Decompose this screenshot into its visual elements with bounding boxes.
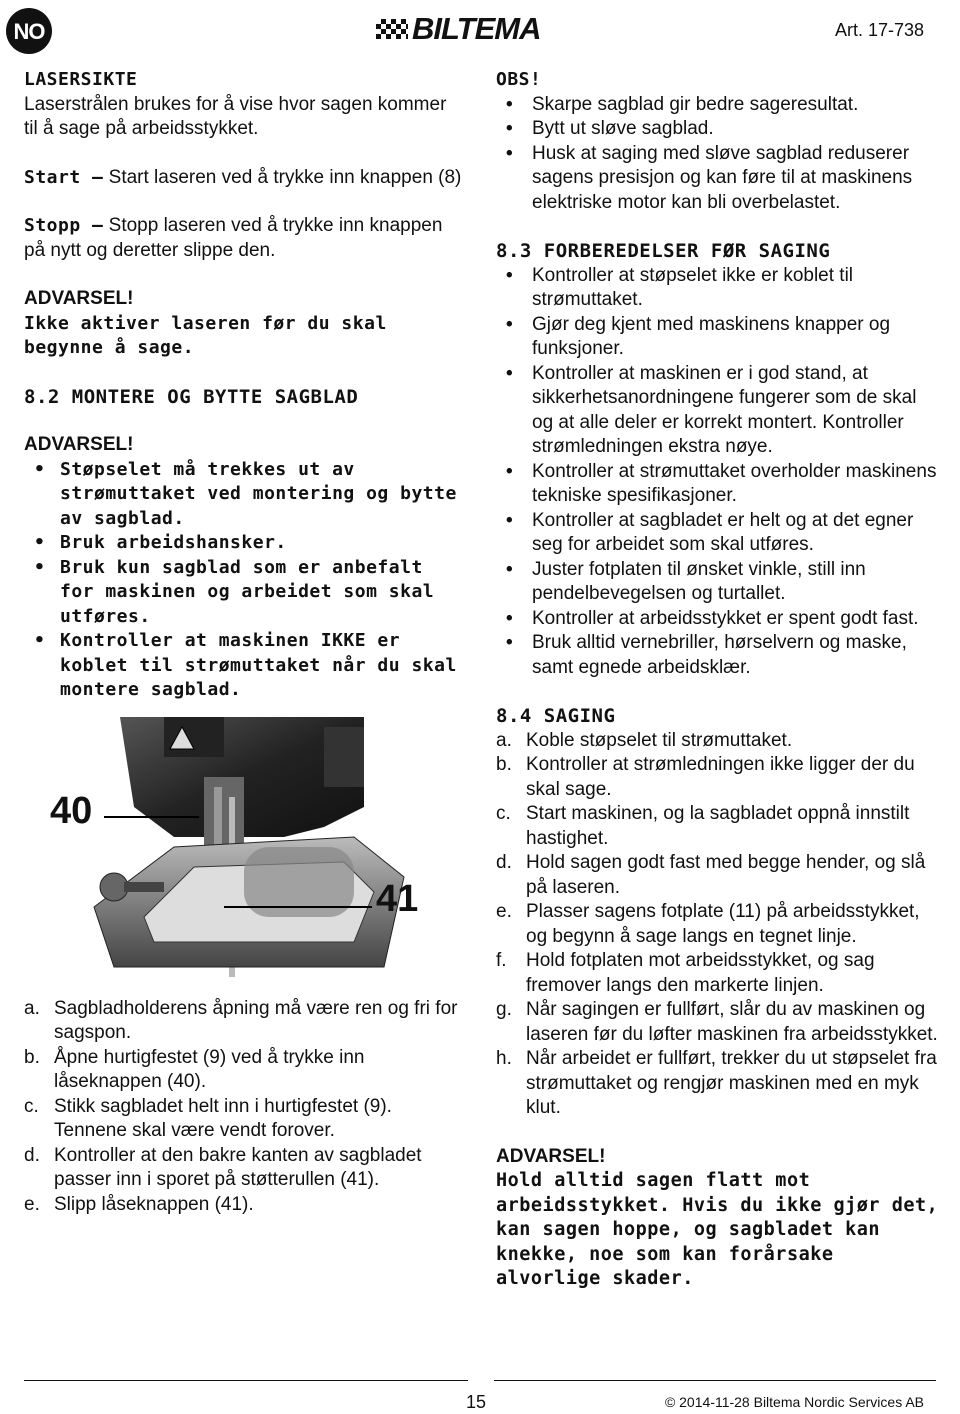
warning-title: ADVARSEL! xyxy=(496,1145,606,1167)
list-item xyxy=(496,753,941,802)
obs-list xyxy=(496,93,941,216)
logo-text: BILTEMA xyxy=(412,11,541,46)
language-badge xyxy=(6,8,52,54)
checkered-flag-icon xyxy=(376,19,408,39)
step-marker: f. xyxy=(496,950,507,971)
mounting-steps xyxy=(24,997,464,1218)
warning-text: Hold alltid sagen flatt mot arbeidsstykket. Hvis du ikke gjør det, kan sagen hoppe, og sagbladet kan knekke, noe som kan forårsake alvorlige skader. xyxy=(496,1170,939,1289)
right-column xyxy=(496,68,941,1292)
step-text: Når sagingen er fullført, slår du av maskinen og laseren før du løfter maskinen fra arbeidsstykket. xyxy=(526,999,938,1045)
stop-paragraph xyxy=(24,214,464,263)
stop-text: Stopp laseren ved å trykke inn knappen på nytt og deretter slippe den. xyxy=(24,215,443,261)
laser-title: LASERSIKTE xyxy=(24,69,138,90)
start-paragraph xyxy=(24,166,464,191)
step-text: Når arbeidet er fullført, trekker du ut støpselet fra strømuttaket og rengjør maskinen med en myk klut. xyxy=(526,1048,937,1118)
step-marker: c. xyxy=(496,803,511,824)
list-item: • Bruk arbeidshansker. xyxy=(24,531,464,556)
list-item xyxy=(24,1095,464,1144)
warning-title: ADVARSEL! xyxy=(24,434,134,455)
step-text: Kontroller at strømledningen ikke ligger der du skal sage. xyxy=(526,754,915,800)
step-text: Åpne hurtigfestet (9) ved å trykke inn låseknappen (40). xyxy=(54,1046,365,1092)
warning-title: ADVARSEL! xyxy=(24,288,134,309)
list-item: • Bruk kun sagblad som er anbefalt for maskinen og arbeidet som skal utføres. xyxy=(24,556,464,630)
list-item: • Kontroller at støpselet ikke er koblet til strømuttaket. xyxy=(496,264,941,313)
list-item: • Juster fotplaten til ønsket vinkle, still inn pendelbevegelsen og turtallet. xyxy=(496,558,941,607)
footer-rule-left xyxy=(24,1380,468,1381)
warning-list xyxy=(24,458,464,703)
step-text: Stikk sagbladet helt inn i hurtigfestet (9). Tennene skal være vendt forover. xyxy=(54,1095,392,1141)
step-text: Plasser sagens fotplate (11) på arbeidsstykket, og begynn å sage langs en tegnet linje. xyxy=(526,901,920,947)
page-header xyxy=(0,0,960,60)
list-item: • Kontroller at maskinen er i god stand, at sikkerhetsanordningene fungerer som de skal og at alle deler er korrekt montert. Kontroller strømledningen ekstra nøye. xyxy=(496,362,941,460)
step-marker: e. xyxy=(24,1193,40,1215)
step-text: Hold fotplaten mot arbeidsstykket, og sag fremover langs den markerte linjen. xyxy=(526,950,875,996)
step-text: Koble støpselet til strømuttaket. xyxy=(526,729,793,751)
step-text: Start maskinen, og la sagbladet oppnå innstilt hastighet. xyxy=(526,803,910,849)
list-item xyxy=(496,729,941,754)
left-column xyxy=(24,68,464,1217)
start-label: Start – xyxy=(24,166,104,188)
list-item xyxy=(496,802,941,851)
laser-text: Laserstrålen brukes for å vise hvor sagen kommer til å sage på arbeidsstykket. xyxy=(24,93,447,139)
step-marker: g. xyxy=(496,999,512,1020)
step-text: Sagbladholderens åpning må være ren og fri for sagspon. xyxy=(54,997,458,1043)
language-code: NO xyxy=(13,19,45,44)
obs-title: OBS! xyxy=(496,69,542,90)
step-marker: e. xyxy=(496,901,512,922)
section-8-3-title: 8.3 FORBEREDELSER FØR SAGING xyxy=(496,240,831,262)
list-item: • Gjør deg kjent med maskinens knapper og funksjoner. xyxy=(496,313,941,362)
step-marker: b. xyxy=(24,1046,40,1068)
list-item xyxy=(24,1046,464,1095)
callout-label-41: 41 xyxy=(376,877,419,920)
jigsaw-photo xyxy=(24,717,464,987)
list-item xyxy=(496,1047,941,1121)
stop-label: Stopp – xyxy=(24,215,104,236)
list-item: • Kontroller at strømuttaket overholder maskinens tekniske spesifikasjoner. xyxy=(496,460,941,509)
page-number: 15 xyxy=(466,1392,487,1412)
list-item: • Husk at saging med sløve sagblad reduserer sagens presisjon og kan føre til at maskinens elektriske motor kan bli overbelastet. xyxy=(496,142,941,216)
section-8-2-title: 8.2 MONTERE OG BYTTE SAGBLAD xyxy=(24,385,359,408)
copyright: © 2014-11-28 Biltema Nordic Services AB xyxy=(664,1394,924,1410)
list-item xyxy=(496,851,941,900)
list-item xyxy=(496,998,941,1047)
list-item: • Kontroller at sagbladet er helt og at det egner seg for arbeidet som skal utføres. xyxy=(496,509,941,558)
start-text: Start laseren ved å trykke inn knappen (8) xyxy=(108,166,462,188)
step-marker: c. xyxy=(24,1095,39,1117)
step-text: Hold sagen godt fast med begge hender, og slå på laseren. xyxy=(526,852,926,898)
list-item: • Kontroller at maskinen IKKE er koblet til strømuttaket når du skal montere sagblad. xyxy=(24,629,464,703)
list-item xyxy=(24,997,464,1046)
list-item: • Skarpe sagblad gir bedre sageresultat. xyxy=(496,93,941,118)
article-number: Art. 17-738 xyxy=(834,20,924,40)
list-item: • Støpselet må trekkes ut av strømuttaket ved montering og bytte av sagblad. xyxy=(24,458,464,532)
list-item: • Bruk alltid vernebriller, hørselvern og maske, samt egnede arbeidsklær. xyxy=(496,631,941,680)
footer-rule-right xyxy=(494,1380,936,1381)
step-marker: b. xyxy=(496,754,512,775)
step-text: Slipp låseknappen (41). xyxy=(54,1193,254,1215)
list-item xyxy=(496,949,941,998)
list-item xyxy=(24,1193,464,1218)
biltema-logo xyxy=(376,11,586,46)
list-item: • Kontroller at arbeidsstykket er spent godt fast. xyxy=(496,607,941,632)
jigsaw-figure xyxy=(24,717,464,987)
step-marker: a. xyxy=(496,729,512,751)
list-item: • Bytt ut sløve sagblad. xyxy=(496,117,941,142)
preparation-list xyxy=(496,264,941,681)
callout-label-40: 40 xyxy=(50,789,93,832)
step-marker: a. xyxy=(24,997,40,1019)
list-item xyxy=(24,1144,464,1193)
step-marker: d. xyxy=(24,1144,40,1166)
list-item xyxy=(496,900,941,949)
sawing-steps xyxy=(496,729,941,1121)
section-8-4-title: 8.4 SAGING xyxy=(496,705,616,727)
warning-text: Ikke aktiver laseren før du skal begynne å sage. xyxy=(24,312,387,358)
step-marker: h. xyxy=(496,1048,512,1069)
step-text: Kontroller at den bakre kanten av sagbladet passer inn i sporet på støtterullen (41). xyxy=(54,1144,422,1190)
step-marker: d. xyxy=(496,852,512,873)
